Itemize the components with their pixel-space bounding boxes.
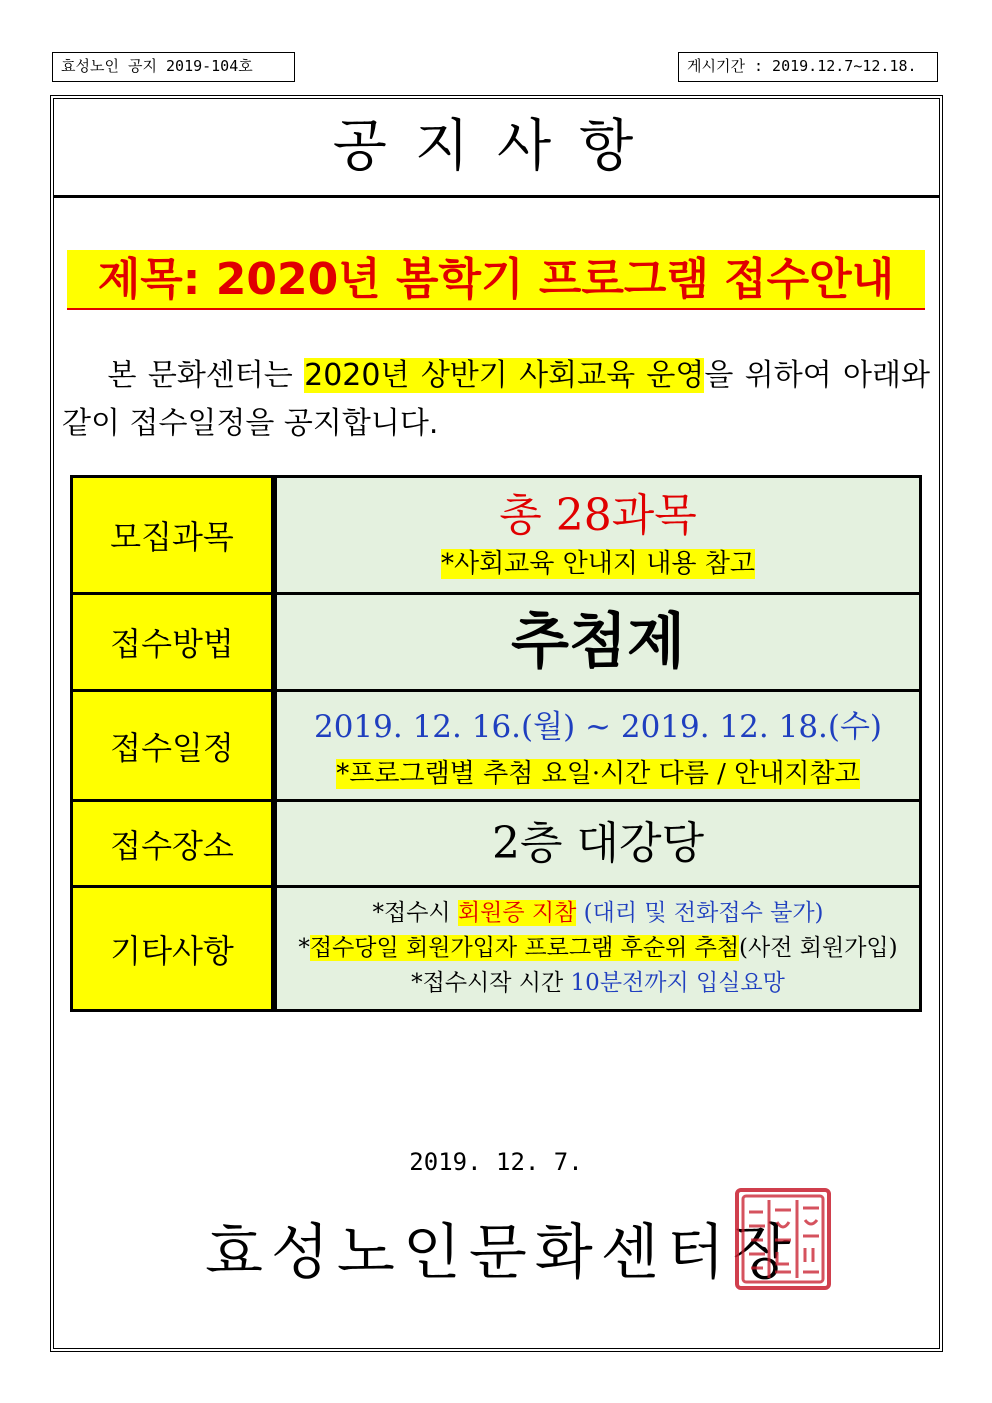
etc-cell (274, 887, 921, 1011)
subjects-note: *사회교육 안내지 내용 참고 (440, 549, 756, 579)
table-row (72, 887, 921, 1011)
place-label: 접수장소 (72, 801, 275, 887)
method-value: 추첨제 (511, 607, 685, 677)
subjects-value: 총 28과목 (499, 490, 697, 541)
subjects-cell (274, 477, 921, 594)
etc-line-2 (283, 931, 913, 966)
etc-line-2-highlight: 접수당일 회원가입자 프로그램 후순위 추첨 (309, 935, 740, 961)
table-row (72, 691, 921, 801)
table-row (72, 477, 921, 594)
etc-line-3-text: *접수시작 시간 (411, 970, 571, 996)
etc-line-1-text: *접수시 (372, 900, 458, 926)
schedule-note: *프로그램별 추첨 요일·시간 다름 / 안내지참고 (336, 758, 860, 789)
etc-line-1-blue: (대리 및 전화접수 불가) (583, 900, 824, 926)
subject-heading: 제목: 2020년 봄학기 프로그램 접수안내 (67, 250, 925, 310)
notice-number: 효성노인 공지 2019-104호 (52, 52, 295, 82)
etc-line-3 (283, 966, 913, 1001)
subjects-label: 모집과목 (72, 477, 275, 594)
method-label: 접수방법 (72, 594, 275, 691)
posting-period: 게시기간 : 2019.12.7~12.18. (678, 52, 938, 82)
intro-after: 을 위하여 아래와 같이 접수일정을 공지합니다. (62, 358, 930, 441)
etc-line-3-blue: 10분전까지 입실요망 (570, 970, 785, 996)
page-title: 공지사항 (54, 98, 940, 198)
method-cell (274, 594, 921, 691)
schedule-label: 접수일정 (72, 691, 275, 801)
place-cell (274, 801, 921, 887)
table-row (72, 801, 921, 887)
schedule-cell (274, 691, 921, 801)
table-row (72, 594, 921, 691)
signature: 효성노인문화센터장 (205, 1218, 799, 1288)
official-seal-stamp (735, 1188, 831, 1290)
info-table (70, 475, 922, 1012)
etc-line-1-space (576, 900, 583, 926)
etc-line-1-highlight: 회원증 지참 (457, 900, 577, 926)
intro-paragraph (62, 352, 930, 448)
intro-before: 본 문화센터는 (107, 358, 305, 393)
seal-pattern-icon (739, 1192, 827, 1286)
etc-line-2-text: (사전 회원가입) (739, 935, 898, 961)
intro-highlight: 2020년 상반기 사회교육 운영 (304, 358, 705, 393)
schedule-value: 2019. 12. 16.(월) ~ 2019. 12. 18.(수) (313, 708, 883, 745)
etc-line-1 (283, 896, 913, 931)
etc-line-2-bullet: * (298, 935, 310, 961)
document-date: 2019. 12. 7. (409, 1148, 583, 1176)
etc-label: 기타사항 (72, 887, 275, 1011)
place-value: 2층 대강당 (492, 817, 704, 869)
